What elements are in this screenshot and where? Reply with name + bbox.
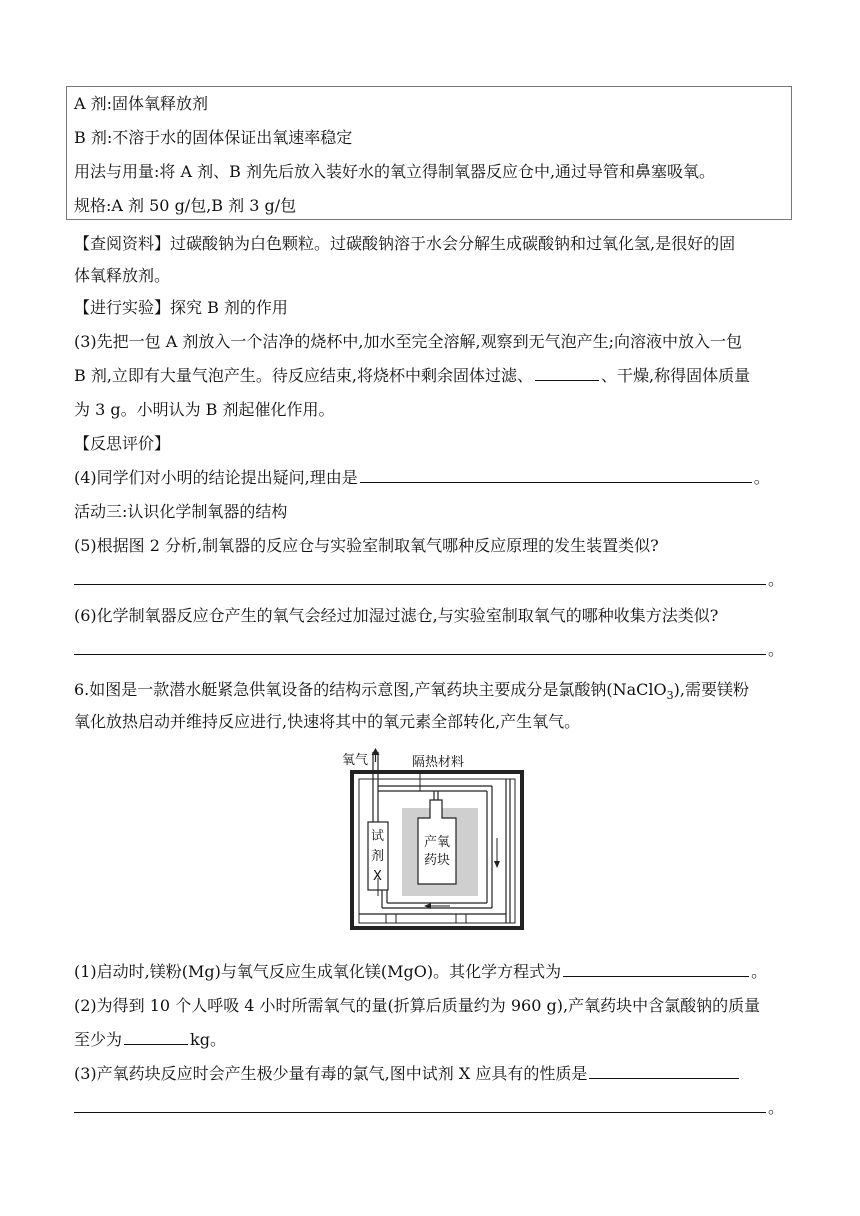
p6-q3-line (74, 1064, 741, 1084)
p6-q1-text: (1)启动时,镁粉(Mg)与氧气反应生成氧化镁(MgO)。其化学方程式为 (74, 962, 562, 981)
usage-line: 用法与用量:将 A 剂、B 剂先后放入装好水的氧立得制氧器反应仓中,通过导管和鼻塞吸氧。 (74, 162, 716, 181)
insulation-label: 隔热材料 (412, 755, 465, 770)
q6-line: (6)化学制氧器反应仓产生的氧气会经过加湿过滤仓,与实验室制取氧气的哪种收集方法类似? (74, 606, 719, 625)
reflection-header: 【反思评价】 (74, 434, 171, 453)
p6-q3-text: (3)产氧药块反应时会产生极少量有毒的氯气,图中试剂 X 应具有的性质是 (74, 1064, 588, 1083)
q3-line-3: 为 3 g。小明认为 B 剂起催化作用。 (74, 400, 335, 419)
activity3-line: 活动三:认识化学制氧器的结构 (74, 502, 288, 521)
q3-line-2-text-a: B 剂,立即有大量气泡产生。待反应结束,将烧杯中剩余固体过滤、 (74, 366, 534, 385)
agent-b-line: B 剂:不溶于水的固体保证出氧速率稳定 (74, 128, 353, 147)
reagent-char-2: 剂 (371, 849, 385, 864)
research-line-2: 体氧释放剂。 (74, 266, 171, 285)
p6-q2-text-a: 至少为 (74, 1030, 123, 1049)
q3-line-2 (74, 366, 750, 386)
reagent-char-1: 试 (371, 829, 385, 844)
p6-line-2: 氧化放热启动并维持反应进行,快速将其中的氧元素全部转化,产生氧气。 (74, 712, 581, 731)
p6-q3-answer-line[interactable] (74, 1112, 766, 1113)
q3-line-1: (3)先把一包 A 剂放入一个洁净的烧杯中,加水至完全溶解,观察到无气泡产生;向溶液中放入一包 (74, 332, 742, 351)
q5-period: 。 (768, 570, 785, 589)
block-label-1: 产氧 (424, 835, 451, 850)
reagent-char-3: X (373, 869, 382, 884)
p6-q2-answer-blank[interactable] (124, 1030, 188, 1045)
block-label-2: 药块 (424, 853, 451, 868)
p6-q3-answer-blank[interactable] (589, 1064, 739, 1079)
q4-line (74, 468, 770, 488)
p6-q3-period: 。 (768, 1098, 785, 1117)
p6-q2-text-b: kg。 (190, 1030, 226, 1049)
q6-answer-line[interactable] (74, 654, 766, 655)
p6-q2-line-1: (2)为得到 10 个人呼吸 4 小时所需氧气的量(折算后质量约为 960 g),产氧药块中含氯酸钠的质量 (74, 996, 761, 1015)
p6-line-1-subscript: 3 (666, 689, 674, 703)
q5-line: (5)根据图 2 分析,制氧器的反应仓与实验室制取氧气哪种反应原理的发生装置类似? (74, 536, 659, 555)
q6-period: 。 (768, 640, 785, 659)
spec-line: 规格:A 剂 50 g/包,B 剂 3 g/包 (74, 196, 297, 215)
q4-answer-blank[interactable] (360, 468, 752, 483)
p6-line-1-text-b: ),需要镁粉 (673, 680, 749, 699)
p6-line-1-text-a: 6.如图是一款潜水艇紧急供氧设备的结构示意图,产氧药块主要成分是氯酸钠(NaClO (74, 680, 667, 699)
p6-q1-line (74, 962, 767, 982)
p6-q1-answer-blank[interactable] (563, 962, 749, 977)
p6-q2-line-2 (74, 1030, 226, 1050)
research-line-1: 【查阅资料】过碳酸钠为白色颗粒。过碳酸钠溶于水会分解生成碳酸钠和过氧化氢,是很好的固 (74, 234, 736, 253)
oxygen-device-diagram (330, 748, 530, 946)
oxygen-label: 氧气 (342, 753, 369, 768)
q4-period: 。 (753, 468, 770, 487)
agent-a-line: A 剂:固体氧释放剂 (74, 94, 209, 113)
experiment-header: 【进行实验】探究 B 剂的作用 (74, 298, 288, 317)
p6-line-1 (74, 680, 749, 706)
q4-text: (4)同学们对小明的结论提出疑问,理由是 (74, 468, 358, 487)
q3-answer-blank[interactable] (535, 366, 599, 381)
q3-line-2-text-b: 、干燥,称得固体质量 (601, 366, 751, 385)
q5-answer-line[interactable] (74, 584, 766, 585)
p6-q1-period: 。 (751, 962, 768, 981)
